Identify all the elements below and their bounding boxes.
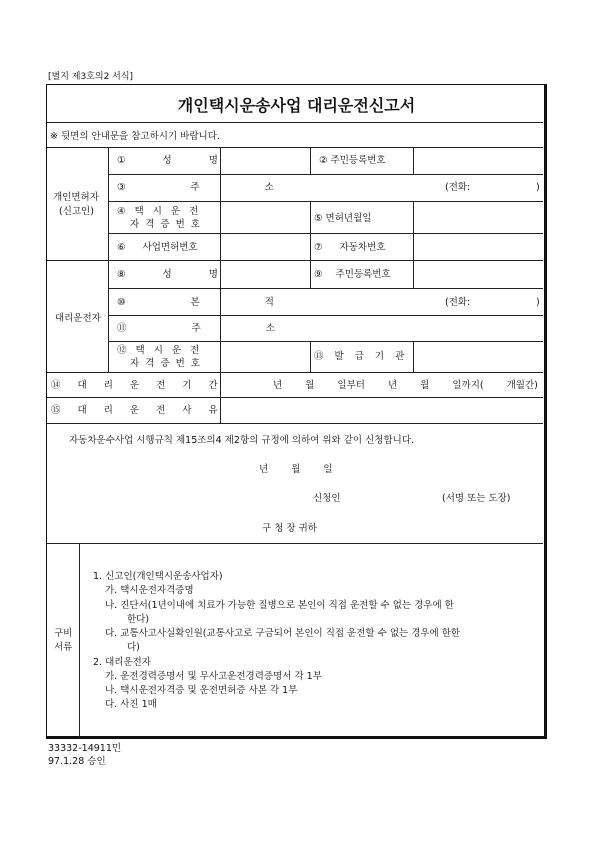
applicant-rrn-label: ② 주민등록번호 [319,155,386,166]
document-line: 다. 사진 1매 [105,699,157,710]
driver-name-label: ⑧ 성 명 [117,269,218,280]
driver-qualification-label: ⑫ 택 시 운 전 [117,345,200,356]
applicant-vehicle-number-label: ⑦ 자동차번호 [314,242,386,253]
approval-date: 97.1.28 승인 [48,756,106,767]
form-code: 33332-14911민 [48,743,122,754]
driving-reason-label: ⑮ 대 리 운 전 사 유 [51,405,218,416]
applicant-section-label: 개인면허자 [53,192,99,203]
applicant-qualification-label-2: 자 격 증 번 호 [130,219,200,230]
document-line: 1. 신고인(개인택시운송사업자) [93,571,223,582]
driver-issuer-label: ⑬ 발 급 기 관 [314,351,405,362]
applicant-section-sublabel: (신고인) [59,206,94,217]
applicant-license-date-label: ⑤ 면허년월일 [314,213,372,224]
applicant-signature-label: 신청인 [313,493,341,504]
document-line: 나. 진단서(1년이내에 치료가 가능한 질병으로 본인이 직접 운전할 수 없는 경우에 한 [105,600,454,611]
driver-section-label: 대리운전자 [55,313,101,324]
notice-text: ※ 뒷면의 안내문을 참고하시기 바랍니다. [50,131,220,142]
signature-hint: (서명 또는 도장) [442,493,511,504]
applicant-qualification-label: ④ 택 시 운 전 [117,206,199,217]
applicant-phone-label: (전화: [445,182,471,193]
applicant-address-label: ③ 주 소 [117,182,274,193]
applicant-phone-close: ) [536,182,540,193]
driver-address-label: ⑪ 주 소 [117,323,275,334]
documents-label-2: 서류 [54,642,73,653]
applicant-name-label: ① 성 명 [117,155,218,166]
declaration-date: 년 월 일 [259,464,333,475]
driver-phone-close: ) [536,297,540,308]
driver-qualification-label-2: 자 격 증 번 호 [130,358,200,369]
document-line: 다) [127,642,140,653]
driver-rrn-label: ⑨ 주민등록번호 [314,269,391,280]
report-form [46,84,547,739]
document-line: 가. 운전경력증명서 및 무사고운전경력증명서 각 1부 [105,671,322,682]
driving-period-value: 년 월 일부터 년 월 일까지( 개월간) [273,380,538,391]
driver-phone-label: (전화: [445,297,471,308]
documents-label: 구비 [54,628,73,639]
form-reference: [별지 제3호의2 서식] [48,72,134,82]
form-title: 개인택시운송사업 대리운전신고서 [177,96,416,115]
document-line: 나. 택시운전자격증 및 운전면허증 사본 각 1부 [105,685,298,696]
document-line: 가. 택시운전자격증명 [105,585,194,596]
declaration-text: 자동차운수사업 시행규칙 제15조의4 제2항의 규정에 의하여 위와 같이 신청합니다. [69,435,415,446]
driver-domicile-label: ⑩ 본 적 [117,297,274,308]
recipient: 구 청 장 귀하 [262,523,317,534]
applicant-business-number-label: ⑥ 사업면허번호 [117,242,198,253]
driving-period-label: ⑭ 대 리 운 전 기 간 [51,380,218,391]
document-line: 다. 교통사고사실확인원(교통사고로 구금되어 본인이 직접 운전할 수 없는 경우에 한한 [105,628,461,639]
document-line: 2. 대리운전자 [93,657,151,668]
document-line: 한다) [127,614,150,625]
